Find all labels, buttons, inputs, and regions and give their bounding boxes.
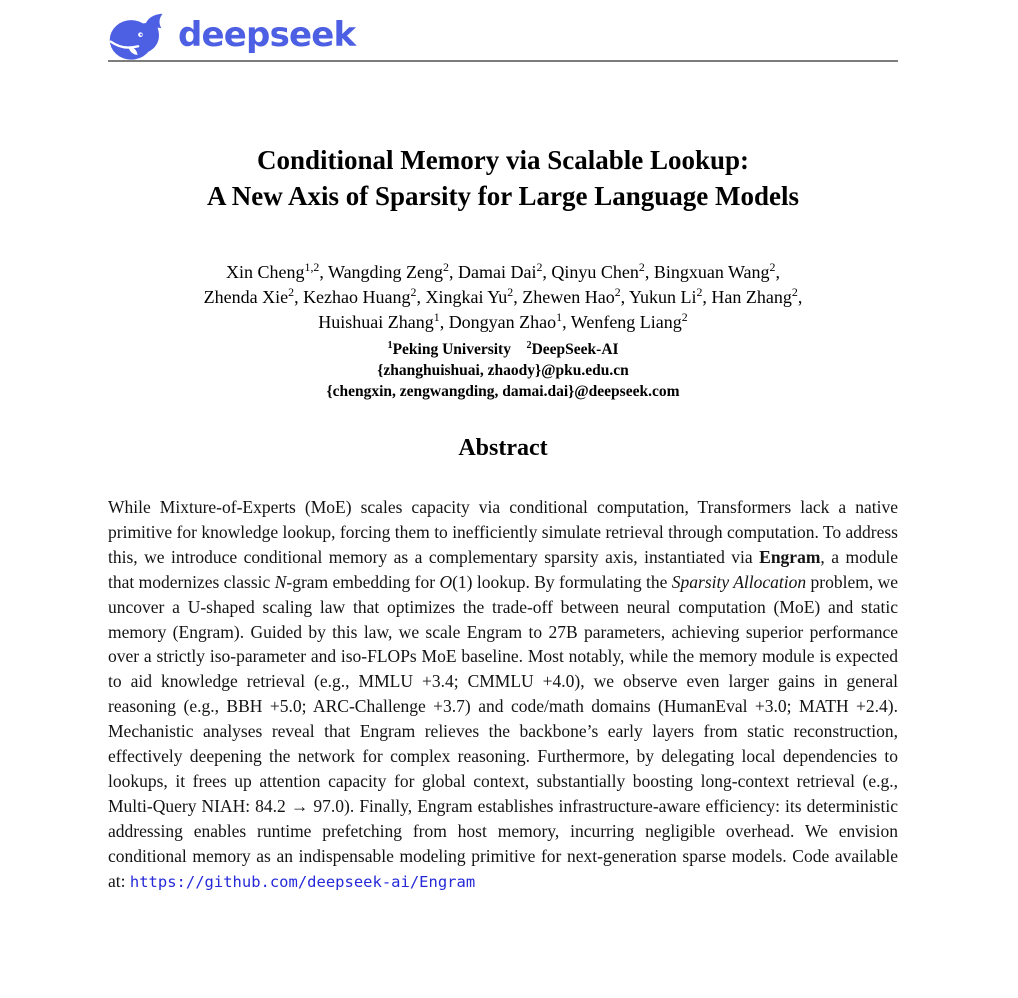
- github-repo-link[interactable]: https://github.com/deepseek-ai/Engram: [129, 872, 476, 891]
- email-block: [108, 360, 898, 402]
- affiliation-line: $^1$Peking University $^2$DeepSeek-AI: [387, 339, 619, 358]
- header-rule: [108, 60, 898, 62]
- author-line: Huishuai Zhang$^1$, Dongyan Zhao$^1$, Wenfeng Liang$^2$: [318, 310, 688, 332]
- title-line-1: Conditional Memory via Scalable Lookup:: [256, 145, 750, 175]
- deepseek-wordmark: deepseek: [178, 15, 356, 55]
- abstract-paragraph: While Mixture-of-Experts (MoE) scales capacity via conditional computation, Transformers lack a native primitive for knowledge lookup, forcing them to inefficiently simulate retrieval through computation. To address this, we introduce conditional memory as a complementary sparsity axis, instantiated via Engram, a module that modernizes classic N-gram embedding for O(1) lookup. By formulating the Sparsity Allocation problem, we uncover a U-shaped scaling law that optimizes the trade-off between neural computation (MoE) and static memory (Engram). Guided by this law, we scale Engram to 27B parameters, achieving superior performance over a strictly iso-parameter and iso-FLOPs MoE baseline. Most notably, while the memory module is expected to aid knowledge retrieval (e.g., MMLU +3.4; CMMLU +4.0), we observe even larger gains in general reasoning (e.g., BBH +5.0; ARC-Challenge +3.7) and code/math domains (HumanEval +3.0; MATH +2.4). Mechanistic analyses reveal that Engram relieves the backbone’s early layers from static reconstruction, effectively deepening the network for complex reasoning. Furthermore, by delegating local dependencies to lookups, it frees up attention capacity for global context, substantially boosting long-context retrieval (e.g., Multi-Query NIAH: 84.2 → 97.0). Finally, Engram establishes infrastructure-aware efficiency: its deterministic addressing enables runtime prefetching from host memory, incurring negligible overhead. We envision conditional memory as an indispensable modeling primitive for next-generation sparse models. Code available at: https://github.com/deepseek-ai/Engram: [108, 497, 898, 891]
- author-line: Zhenda Xie$^2$, Kezhao Huang$^2$, Xingkai Yu$^2$, Zhewen Hao$^2$, Yukun Li$^2$, Han Zhang$^2$,: [203, 285, 803, 307]
- paper-header: [108, 0, 898, 62]
- author-line: Xin Cheng$^{1,2}$, Wangding Zeng$^2$, Damai Dai$^2$, Qinyu Chen$^2$, Bingxuan Wang$^2$,: [226, 260, 780, 282]
- abstract-heading: Abstract: [458, 435, 548, 461]
- email-line-pku: {zhanghuishuai, zhaody}@pku.edu.cn: [377, 362, 629, 379]
- title-line-2: A New Axis of Sparsity for Large Language Models: [207, 181, 799, 211]
- email-line-deepseek: {chengxin, zengwangding, damai.dai}@deepseek.com: [326, 383, 680, 400]
- deepseek-whale-icon: [108, 12, 166, 62]
- deepseek-logo: [108, 0, 898, 56]
- author-list: [108, 260, 898, 335]
- paper-title: [108, 142, 898, 214]
